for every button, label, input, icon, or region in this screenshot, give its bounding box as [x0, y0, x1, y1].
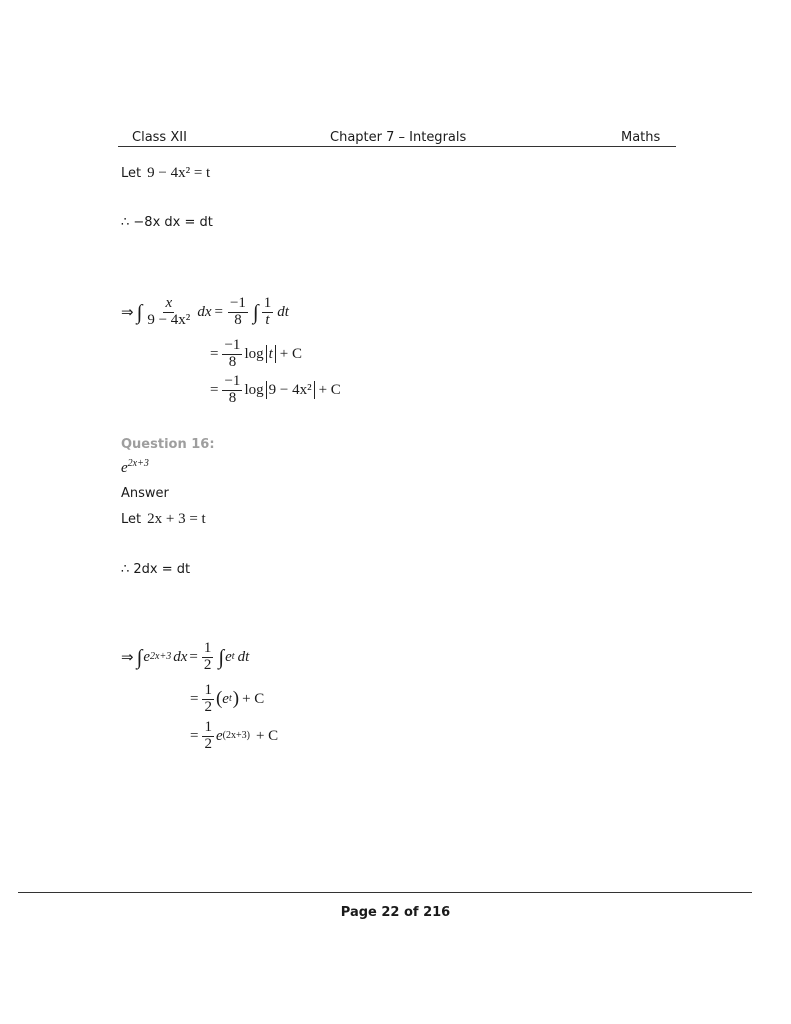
- equals-sign: =: [210, 381, 219, 398]
- coefficient-fraction: [222, 338, 242, 371]
- let-word: Let: [121, 166, 142, 181]
- q16-step-2: = $\frac{1}{2}$ ( e t ) + C: [190, 682, 265, 715]
- half-denominator: 2: [204, 735, 212, 752]
- footer-rule: [18, 892, 752, 893]
- exp-base: e: [143, 648, 151, 665]
- integral-step-2: [210, 338, 302, 371]
- half-numerator: 1: [204, 719, 212, 735]
- exp-exponent: 2x+3: [127, 458, 149, 469]
- implies-symbol: ⇒: [121, 649, 134, 666]
- half-numerator: 1: [204, 682, 212, 698]
- reciprocal-numerator: 1: [263, 295, 272, 311]
- exp-base: e: [121, 460, 128, 476]
- substitution-equation: 9 − 4x² = t: [147, 165, 211, 181]
- reciprocal-fraction: [262, 296, 274, 329]
- question-label: Question 16:: [121, 437, 215, 452]
- plus-constant: + C: [255, 727, 279, 744]
- equals-sign: =: [210, 345, 219, 362]
- equals-sign: =: [214, 303, 223, 320]
- log-argument: 9 − 4x²: [268, 381, 312, 398]
- paren-open: (: [215, 688, 223, 710]
- equals-sign: =: [189, 648, 198, 665]
- half-fraction: [202, 641, 214, 674]
- integral-step-3: [210, 374, 341, 407]
- equals-sign: =: [190, 727, 199, 744]
- plus-constant: + C: [318, 381, 341, 398]
- half-denominator: 2: [203, 656, 212, 673]
- page-number: Page 22 of 216: [340, 905, 451, 920]
- differential-line-2: ∴ 2dx = dt: [121, 562, 191, 577]
- integral-step-1: [121, 296, 289, 329]
- integrand-fraction: [145, 296, 192, 329]
- integral-sign: ∫: [252, 299, 259, 324]
- let-word: Let: [121, 512, 142, 527]
- let-substitution-1: [121, 165, 210, 182]
- substitution-equation: 2x + 3 = t: [147, 511, 206, 527]
- log-word: log: [244, 345, 264, 362]
- coef-denominator: 8: [228, 389, 237, 406]
- equals-sign: =: [190, 690, 199, 707]
- coef-numerator: −1: [224, 373, 241, 389]
- half-numerator: 1: [203, 640, 212, 656]
- let-substitution-2: [121, 511, 206, 528]
- header-class: Class XII: [132, 130, 187, 145]
- exp-base: e: [222, 690, 229, 707]
- dx-term: dx: [173, 648, 188, 665]
- integral-sign: ∫: [136, 644, 143, 669]
- half-fraction: [202, 683, 214, 716]
- coefficient-fraction: [222, 374, 242, 407]
- coef-numerator: −1: [224, 337, 241, 353]
- coefficient-fraction: [228, 296, 248, 329]
- q16-step-1: ⇒ ∫ e 2x+3 dx = $\frac{1}{2}$ ∫ e t dt: [121, 640, 250, 673]
- q16-step-3: = $\frac{1}{2}$ e (2x+3) + C: [190, 719, 279, 752]
- plus-constant: + C: [279, 345, 302, 362]
- reciprocal-denominator: t: [265, 311, 270, 328]
- log-word: log: [244, 381, 264, 398]
- header-subject: Maths: [621, 130, 661, 145]
- abs-bar-left: [266, 345, 267, 363]
- plus-constant: + C: [242, 690, 265, 707]
- log-argument: t: [268, 345, 273, 362]
- dx-term: dx: [197, 303, 212, 320]
- integrand-denominator: 9 − 4x²: [147, 311, 191, 328]
- header-rule: [118, 146, 676, 147]
- integrand-numerator: x: [165, 295, 173, 311]
- integral-sign: ∫: [136, 299, 143, 324]
- half-denominator: 2: [204, 698, 212, 715]
- answer-label: Answer: [121, 486, 169, 501]
- coef-denominator: 8: [228, 353, 237, 370]
- header-chapter: Chapter 7 – Integrals: [330, 130, 467, 145]
- half-fraction: [202, 720, 214, 753]
- differential-line-1: ∴ −8x dx = dt: [121, 215, 213, 230]
- dt-term: dt: [237, 648, 250, 665]
- dt-term: dt: [277, 303, 289, 320]
- coef-numerator: −1: [229, 295, 246, 311]
- integral-sign: ∫: [218, 644, 225, 669]
- abs-bar-right: [314, 381, 315, 399]
- implies-symbol: ⇒: [121, 304, 134, 321]
- question-expression: [121, 460, 149, 477]
- abs-bar-left: [266, 381, 267, 399]
- coef-denominator: 8: [234, 311, 242, 328]
- exp-base: e: [225, 648, 232, 665]
- exp-base: e: [215, 727, 223, 744]
- abs-bar-right: [275, 345, 276, 363]
- paren-close: ): [232, 688, 240, 710]
